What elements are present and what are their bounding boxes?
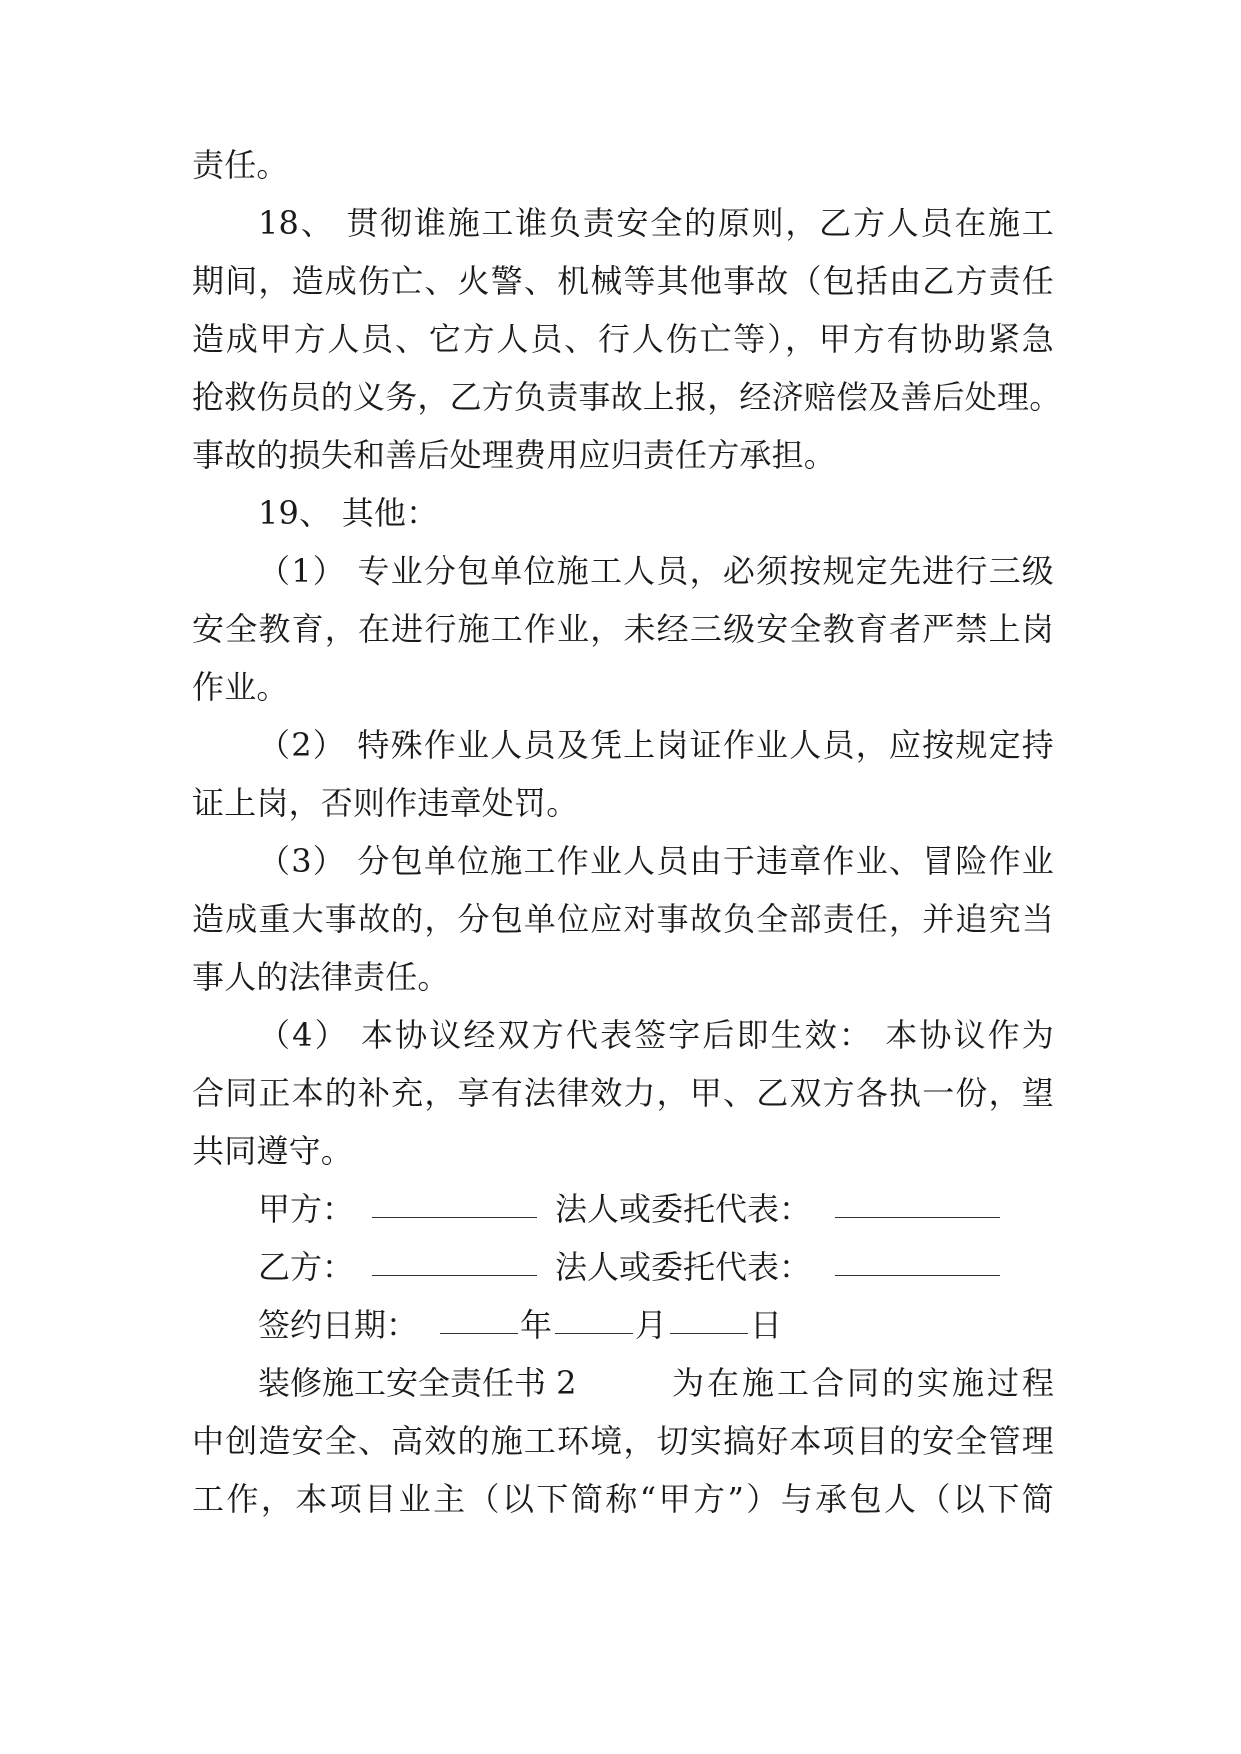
paragraph-line: 安全教育，在进行施工作业，未经三级安全教育者严禁上岗 (192, 610, 1054, 648)
month-label: 月 (635, 1306, 668, 1344)
section2-line: 工作，本项目业主（以下简称“甲方”）与承包人（以下简 (192, 1480, 1054, 1518)
item-2-line: （2） 特殊作业人员及凭上岗证作业人员，应按规定持 (258, 726, 1054, 764)
paragraph-line: 作业。 (192, 668, 289, 706)
paragraph-line: 合同正本的补充，享有法律效力，甲、乙双方各执一份，望 (192, 1074, 1054, 1112)
paragraph-line: 期间，造成伤亡、火警、机械等其他事故（包括由乙方责任 (192, 262, 1054, 300)
section2-line: 中创造安全、高效的施工环境，切实搞好本项目的安全管理 (192, 1422, 1054, 1460)
party-a-blank (372, 1189, 537, 1218)
party-a-rep-blank (835, 1189, 1000, 1218)
item-3-line: （3） 分包单位施工作业人员由于违章作业、冒险作业 (258, 842, 1054, 880)
clause-18-line: 18、 贯彻谁施工谁负责安全的原则，乙方人员在施工 (258, 204, 1054, 242)
paragraph-line: 造成甲方人员、它方人员、行人伤亡等），甲方有协助紧急 (192, 320, 1054, 358)
day-label: 日 (750, 1306, 783, 1344)
month-blank (555, 1305, 633, 1334)
paragraph-line: 共同遵守。 (192, 1132, 354, 1170)
party-b-rep-blank (835, 1247, 1000, 1276)
paragraph-line: 造成重大事故的，分包单位应对事故负全部责任，并追究当 (192, 900, 1054, 938)
year-label: 年 (520, 1306, 553, 1344)
date-label: 签约日期： (258, 1306, 419, 1344)
paragraph-line: 事故的损失和善后处理费用应归责任方承担。 (192, 436, 837, 474)
paragraph-line: 证上岗，否则作违章处罚。 (192, 784, 579, 822)
clause-19-heading: 19、 其他： (258, 494, 439, 532)
paragraph-line: 抢救伤员的义务，乙方负责事故上报，经济赔偿及善后处理。 (192, 378, 1062, 416)
year-blank (440, 1305, 518, 1334)
item-1-line: （1） 专业分包单位施工人员，必须按规定先进行三级 (258, 552, 1054, 590)
party-b-label: 乙方： (258, 1248, 355, 1286)
party-a-label: 甲方： (258, 1190, 355, 1228)
section2-title: 装修施工安全责任书 2 (258, 1364, 577, 1402)
paragraph-line: 责任。 (192, 146, 289, 184)
item-4-line: （4） 本协议经双方代表签字后即生效： 本协议作为 (258, 1016, 1054, 1054)
party-b-rep-label: 法人或委托代表： (555, 1248, 812, 1286)
party-a-rep-label: 法人或委托代表： (555, 1190, 812, 1228)
paragraph-line: 事人的法律责任。 (192, 958, 450, 996)
day-blank (670, 1305, 748, 1334)
section2-intro-start: 为在施工合同的实施过程 (672, 1364, 1054, 1402)
party-b-blank (372, 1247, 537, 1276)
